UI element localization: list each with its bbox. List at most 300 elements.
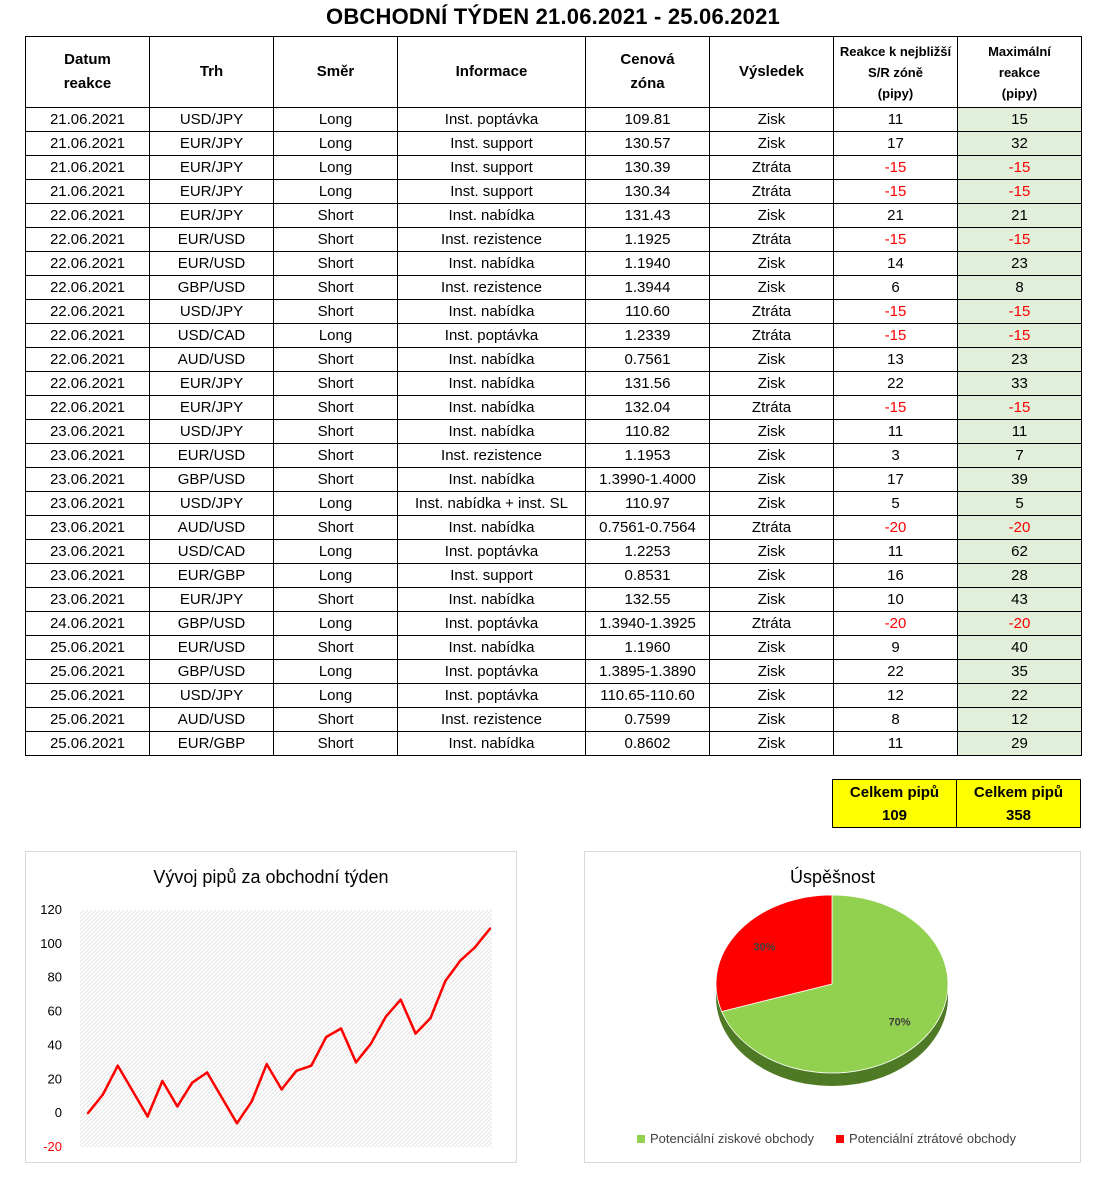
cell-date: 22.06.2021 [26,276,150,300]
header-info [398,37,586,108]
cell-date: 23.06.2021 [26,588,150,612]
cell-info: Inst. rezistence [398,708,586,732]
cell-zone: 1.1940 [586,252,710,276]
pie-legend [637,1131,1016,1146]
cell-reaction: -15 [834,300,958,324]
cell-date: 25.06.2021 [26,660,150,684]
totals-reaction-label: Celkem pipů [849,784,940,801]
cell-reaction: -15 [834,180,958,204]
cell-result: Ztráta [710,228,834,252]
cell-max: 32 [958,132,1082,156]
cell-max: -20 [958,516,1082,540]
cell-info: Inst. poptávka [398,540,586,564]
header-date-line: reakce [63,75,112,92]
cell-max: 21 [958,204,1082,228]
cell-direction: Short [274,228,398,252]
data-point [117,1065,119,1067]
cell-info: Inst. rezistence [398,276,586,300]
table-row [26,324,1082,348]
cell-direction: Long [274,564,398,588]
cell-market: USD/CAD [150,324,274,348]
y-tick-label: 0 [54,1105,62,1121]
totals-reaction [832,779,957,828]
cell-reaction: 6 [834,276,958,300]
data-point [251,1100,253,1102]
cell-market: EUR/JPY [150,204,274,228]
trades-table [25,36,1082,756]
header-reaction [834,37,958,108]
cell-max: 8 [958,276,1082,300]
header-reaction-line: S/R zóně [868,64,923,80]
cell-zone: 110.65-110.60 [586,684,710,708]
cell-market: GBP/USD [150,276,274,300]
table-row [26,732,1082,756]
cell-reaction: 11 [834,732,958,756]
cell-zone: 131.43 [586,204,710,228]
cell-date: 25.06.2021 [26,684,150,708]
cell-max: 33 [958,372,1082,396]
cell-reaction: 9 [834,636,958,660]
cell-market: USD/JPY [150,492,274,516]
cell-result: Zisk [710,660,834,684]
y-tick-label: 60 [47,1003,62,1019]
plot-area [80,910,492,1147]
cell-market: EUR/USD [150,228,274,252]
data-point [385,1015,387,1017]
cell-date: 23.06.2021 [26,468,150,492]
cell-direction: Short [274,348,398,372]
cell-reaction: -20 [834,612,958,636]
cell-direction: Short [274,396,398,420]
cell-date: 25.06.2021 [26,732,150,756]
header-max-line: (pipy) [1001,85,1038,101]
cell-date: 23.06.2021 [26,420,150,444]
header-info-line: Informace [455,63,528,80]
cell-market: EUR/JPY [150,180,274,204]
legend-item-profit [637,1131,814,1146]
cell-date: 22.06.2021 [26,204,150,228]
cell-max: 43 [958,588,1082,612]
header-date [26,37,150,108]
cell-reaction: -15 [834,396,958,420]
cell-market: EUR/JPY [150,396,274,420]
cell-info: Inst. nabídka [398,636,586,660]
legend-swatch-profit [637,1135,645,1143]
cell-info: Inst. poptávka [398,324,586,348]
cell-max: 23 [958,252,1082,276]
cell-result: Zisk [710,468,834,492]
cell-max: -15 [958,228,1082,252]
data-point [459,960,461,962]
totals-max-value: 358 [1005,807,1032,824]
cell-zone: 1.3990-1.4000 [586,468,710,492]
y-tick-label: 100 [40,935,62,951]
cell-info: Inst. rezistence [398,444,586,468]
cell-info: Inst. nabídka [398,396,586,420]
data-point [355,1061,357,1063]
data-point [489,927,491,929]
y-tick-label: 120 [40,902,62,917]
cell-result: Zisk [710,420,834,444]
cell-max: 5 [958,492,1082,516]
cell-date: 22.06.2021 [26,324,150,348]
cell-max: 15 [958,108,1082,132]
cell-direction: Long [274,132,398,156]
header-zone-line: Cenová [620,51,675,68]
data-point [265,1063,267,1065]
cell-market: AUD/USD [150,516,274,540]
cell-zone: 1.2253 [586,540,710,564]
cell-date: 22.06.2021 [26,252,150,276]
data-point [310,1065,312,1067]
header-date-line: Datum [64,51,111,68]
cell-reaction: 17 [834,132,958,156]
cell-direction: Short [274,444,398,468]
cell-result: Zisk [710,108,834,132]
cell-zone: 130.57 [586,132,710,156]
cell-direction: Long [274,492,398,516]
cell-market: EUR/GBP [150,564,274,588]
table-row [26,156,1082,180]
table-row [26,468,1082,492]
cell-info: Inst. nabídka [398,468,586,492]
cell-reaction: 22 [834,372,958,396]
header-reaction-line: Reakce k nejbližší [839,43,952,59]
table-row [26,132,1082,156]
table-row [26,492,1082,516]
cell-info: Inst. nabídka [398,300,586,324]
trades-body [26,108,1082,756]
table-row [26,540,1082,564]
cell-date: 22.06.2021 [26,372,150,396]
cell-result: Ztráta [710,324,834,348]
cell-zone: 0.8531 [586,564,710,588]
table-row [26,108,1082,132]
cell-zone: 132.04 [586,396,710,420]
cell-result: Ztráta [710,396,834,420]
cell-market: AUD/USD [150,708,274,732]
cell-direction: Short [274,636,398,660]
cell-zone: 1.2339 [586,324,710,348]
table-row [26,348,1082,372]
header-market [150,37,274,108]
cell-info: Inst. nabídka [398,372,586,396]
cell-result: Zisk [710,588,834,612]
data-point [176,1105,178,1107]
cell-reaction: 16 [834,564,958,588]
legend-swatch-loss [836,1135,844,1143]
table-row [26,420,1082,444]
table-row [26,612,1082,636]
cell-result: Zisk [710,132,834,156]
table-row [26,300,1082,324]
header-market-line: Trh [199,63,224,80]
cell-market: AUD/USD [150,348,274,372]
cell-market: GBP/USD [150,612,274,636]
cell-max: -15 [958,324,1082,348]
cell-reaction: 10 [834,588,958,612]
cell-info: Inst. support [398,564,586,588]
cell-zone: 0.7561-0.7564 [586,516,710,540]
cell-info: Inst. support [398,156,586,180]
cell-market: GBP/USD [150,660,274,684]
cell-market: USD/CAD [150,540,274,564]
data-point [131,1090,133,1092]
cell-direction: Short [274,588,398,612]
totals-max [956,779,1081,828]
table-row [26,660,1082,684]
cell-reaction: 5 [834,492,958,516]
cell-info: Inst. nabídka [398,732,586,756]
cell-result: Zisk [710,276,834,300]
cell-max: 23 [958,348,1082,372]
cell-info: Inst. poptávka [398,684,586,708]
table-row [26,516,1082,540]
line-chart-plot [26,852,516,1162]
table-row [26,636,1082,660]
pie-chart-plot [585,852,1080,1162]
cell-date: 23.06.2021 [26,516,150,540]
cell-max: -15 [958,156,1082,180]
cell-date: 25.06.2021 [26,708,150,732]
data-point [429,1017,431,1019]
data-point [444,980,446,982]
cell-market: GBP/USD [150,468,274,492]
table-row [26,564,1082,588]
cell-zone: 0.7599 [586,708,710,732]
cell-result: Zisk [710,540,834,564]
header-result-line: Výsledek [738,63,805,80]
cell-date: 21.06.2021 [26,132,150,156]
page-title: OBCHODNÍ TÝDEN 21.06.2021 - 25.06.2021 [326,4,780,29]
cell-market: EUR/JPY [150,372,274,396]
cell-result: Zisk [710,372,834,396]
cell-reaction: -15 [834,156,958,180]
cell-direction: Long [274,156,398,180]
cell-zone: 1.3944 [586,276,710,300]
data-point [370,1043,372,1045]
pie-chart [584,851,1081,1163]
cell-direction: Short [274,276,398,300]
cell-date: 23.06.2021 [26,492,150,516]
cell-market: EUR/JPY [150,156,274,180]
data-point [340,1027,342,1029]
data-point [280,1088,282,1090]
cell-market: EUR/JPY [150,588,274,612]
cell-date: 23.06.2021 [26,444,150,468]
pie-chart-title: Úspěšnost [789,867,876,887]
cell-date: 22.06.2021 [26,228,150,252]
data-point [399,999,401,1001]
cell-result: Zisk [710,444,834,468]
cell-zone: 1.1925 [586,228,710,252]
cell-max: -15 [958,180,1082,204]
cell-direction: Short [274,252,398,276]
cell-market: USD/JPY [150,300,274,324]
cell-direction: Short [274,420,398,444]
data-point [474,946,476,948]
cell-result: Zisk [710,564,834,588]
cell-zone: 109.81 [586,108,710,132]
cell-date: 22.06.2021 [26,396,150,420]
cell-zone: 1.1953 [586,444,710,468]
y-tick-label: -20 [43,1139,62,1154]
cell-info: Inst. poptávka [398,108,586,132]
cell-zone: 132.55 [586,588,710,612]
cell-reaction: 14 [834,252,958,276]
cell-max: 22 [958,684,1082,708]
cell-direction: Long [274,684,398,708]
cell-max: 62 [958,540,1082,564]
table-row [26,684,1082,708]
cell-direction: Short [274,300,398,324]
cell-reaction: 8 [834,708,958,732]
cell-reaction: -15 [834,228,958,252]
header-result [710,37,834,108]
cell-result: Zisk [710,636,834,660]
table-row [26,396,1082,420]
header-zone [586,37,710,108]
header-max [958,37,1082,108]
cell-max: 35 [958,660,1082,684]
cell-zone: 1.3895-1.3890 [586,660,710,684]
cell-direction: Short [274,516,398,540]
cell-info: Inst. nabídka + inst. SL [398,492,586,516]
totals-reaction-value: 109 [881,807,908,824]
table-header-row [26,37,1082,108]
y-tick-label: 40 [47,1037,62,1053]
table-row [26,708,1082,732]
cell-direction: Short [274,204,398,228]
cell-zone: 110.97 [586,492,710,516]
cell-market: EUR/USD [150,636,274,660]
header-max-line: reakce [998,64,1041,80]
cell-reaction: 11 [834,420,958,444]
cell-reaction: -15 [834,324,958,348]
cell-reaction: 12 [834,684,958,708]
cell-market: USD/JPY [150,108,274,132]
cell-info: Inst. nabídka [398,252,586,276]
cell-info: Inst. support [398,180,586,204]
data-point [325,1036,327,1038]
cell-info: Inst. nabídka [398,516,586,540]
cell-direction: Short [274,732,398,756]
cell-reaction: 3 [834,444,958,468]
cell-max: 40 [958,636,1082,660]
totals-max-label: Celkem pipů [973,784,1064,801]
cell-result: Zisk [710,348,834,372]
cell-market: EUR/USD [150,444,274,468]
cell-max: 7 [958,444,1082,468]
cell-date: 23.06.2021 [26,564,150,588]
table-row [26,372,1082,396]
header-zone-line: zóna [630,75,665,92]
legend-label-loss: Potenciální ztrátové obchody [849,1131,1016,1146]
cell-reaction: 21 [834,204,958,228]
data-point [87,1112,89,1114]
cell-result: Zisk [710,708,834,732]
cell-result: Zisk [710,492,834,516]
table-row [26,588,1082,612]
cell-market: USD/JPY [150,684,274,708]
cell-market: EUR/USD [150,252,274,276]
data-point [295,1070,297,1072]
cell-result: Ztráta [710,516,834,540]
cell-info: Inst. nabídka [398,588,586,612]
table-row [26,180,1082,204]
cell-max: -15 [958,300,1082,324]
table-row [26,204,1082,228]
y-tick-label: 20 [47,1071,62,1087]
legend-label-profit: Potenciální ziskové obchody [650,1131,815,1146]
cell-result: Zisk [710,684,834,708]
cell-result: Zisk [710,732,834,756]
cell-direction: Long [274,540,398,564]
cell-result: Ztráta [710,612,834,636]
cell-info: Inst. support [398,132,586,156]
table-row [26,444,1082,468]
cell-reaction: 17 [834,468,958,492]
y-tick-label: 80 [47,969,62,985]
cell-direction: Long [274,324,398,348]
cell-direction: Long [274,180,398,204]
cell-reaction: 13 [834,348,958,372]
cell-direction: Short [274,468,398,492]
data-point [206,1071,208,1073]
legend-item-loss [836,1131,1016,1146]
cell-info: Inst. nabídka [398,348,586,372]
header-direction [274,37,398,108]
table-row [26,228,1082,252]
cell-result: Ztráta [710,180,834,204]
line-chart [25,851,517,1163]
cell-max: 11 [958,420,1082,444]
cell-date: 22.06.2021 [26,300,150,324]
cell-market: EUR/JPY [150,132,274,156]
cell-zone: 110.60 [586,300,710,324]
cell-direction: Long [274,612,398,636]
table-row [26,252,1082,276]
header-max-line: Maximální [988,43,1051,59]
cell-market: EUR/GBP [150,732,274,756]
table-row [26,276,1082,300]
cell-zone: 0.8602 [586,732,710,756]
data-point [191,1081,193,1083]
line-chart-title: Vývoj pipů za obchodní týden [153,867,389,887]
cell-market: USD/JPY [150,420,274,444]
cell-date: 21.06.2021 [26,180,150,204]
header-reaction-line: (pipy) [877,85,914,101]
data-point [161,1080,163,1082]
cell-date: 22.06.2021 [26,348,150,372]
data-point [146,1115,148,1117]
cell-info: Inst. poptávka [398,612,586,636]
cell-zone: 110.82 [586,420,710,444]
cell-result: Ztráta [710,156,834,180]
cell-date: 25.06.2021 [26,636,150,660]
pie-data-label: 30% [753,941,776,954]
cell-reaction: 11 [834,540,958,564]
cell-max: 39 [958,468,1082,492]
cell-date: 24.06.2021 [26,612,150,636]
cell-zone: 130.39 [586,156,710,180]
cell-info: Inst. nabídka [398,204,586,228]
cell-date: 23.06.2021 [26,540,150,564]
data-point [414,1032,416,1034]
data-point [236,1122,238,1124]
cell-date: 21.06.2021 [26,108,150,132]
cell-zone: 1.3940-1.3925 [586,612,710,636]
